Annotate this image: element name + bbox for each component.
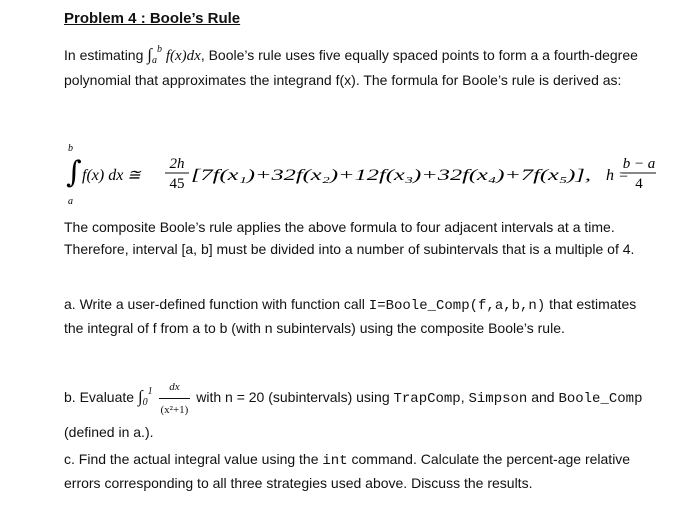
part-b-lower-limit: 0 bbox=[142, 397, 148, 409]
formula-h-num: b − a bbox=[622, 156, 656, 172]
part-b-integral-sign: ∫ bbox=[137, 387, 143, 407]
part-b-mid: with n = 20 (subintervals) using bbox=[192, 389, 394, 406]
boole-formula bbox=[64, 140, 664, 210]
part-b-lead: b. Evaluate bbox=[64, 389, 135, 406]
problem-title: Problem 4 : Boole’s Rule bbox=[64, 10, 241, 27]
formula-lower-limit: a bbox=[68, 196, 73, 207]
part-a-paragraph bbox=[64, 293, 654, 339]
formula-coef-num: 2h bbox=[169, 156, 185, 172]
part-b-boole-comp: Boole_Comp bbox=[558, 391, 643, 408]
part-b-paragraph bbox=[64, 376, 654, 443]
part-a-call: I=Boole_Comp(f,a,b,n) bbox=[368, 298, 546, 314]
inline-lower-limit: a bbox=[151, 55, 157, 66]
inline-upper-limit: b bbox=[156, 44, 162, 55]
formula-integral-sign: ∫ bbox=[66, 155, 82, 190]
intro-lead: In estimating bbox=[64, 47, 144, 63]
part-b-and: and bbox=[527, 389, 559, 406]
part-c-rest: command. Calculate the percent-age relative errors corresponding to all three strategies used above. Discuss the results. bbox=[64, 451, 631, 491]
part-a-lead: a. Write a user-defined function with function call bbox=[64, 296, 369, 312]
intro-paragraph bbox=[64, 44, 654, 91]
intro-rest: , Boole’s rule uses five equally spaced points to form a a fourth-degree polynomial that approximates the integrand f(x). The formula for Boole’s rule is derived as: bbox=[64, 47, 638, 88]
part-b-frac-den: (x²+1) bbox=[160, 404, 189, 416]
formula-body: [7f(x₁)+32f(x₂)+12f(x₃)+32f(x₄)+7f(x₅)], bbox=[191, 167, 591, 184]
part-c-cmd: int bbox=[322, 453, 348, 469]
formula-svg bbox=[64, 140, 664, 210]
part-a-rest: that estimates the integral of f from a to b (with n subintervals) using the composite Boole’s rule. bbox=[64, 296, 637, 336]
part-c-lead: c. Find the actual integral value using the bbox=[64, 451, 323, 467]
formula-upper-limit: b bbox=[68, 143, 73, 154]
part-b-comma: , bbox=[460, 389, 469, 406]
part-b-upper-limit: 1 bbox=[147, 386, 153, 398]
inline-integrand: f(x)dx bbox=[165, 48, 201, 64]
part-b-simpson: Simpson bbox=[468, 391, 528, 408]
part-b-end: (defined in a.). bbox=[64, 424, 154, 440]
part-b-trapcomp: TrapComp bbox=[393, 391, 461, 408]
formula-coef-den: 45 bbox=[169, 176, 185, 192]
part-b-fraction bbox=[159, 376, 191, 421]
part-c-paragraph bbox=[64, 448, 654, 494]
formula-h-eq: h = bbox=[606, 167, 629, 184]
inline-integral-sign: ∫ bbox=[147, 45, 152, 64]
formula-h-den: 4 bbox=[635, 176, 643, 192]
formula-lhs: f(x) dx ≅ bbox=[82, 167, 141, 184]
composite-paragraph: The composite Boole’s rule applies the above formula to four adjacent intervals at a time. Therefore, interval [a, b] must be divided into a number of subintervals that is a multiple of 4. bbox=[64, 219, 635, 257]
part-b-frac-num: dx bbox=[159, 376, 191, 399]
